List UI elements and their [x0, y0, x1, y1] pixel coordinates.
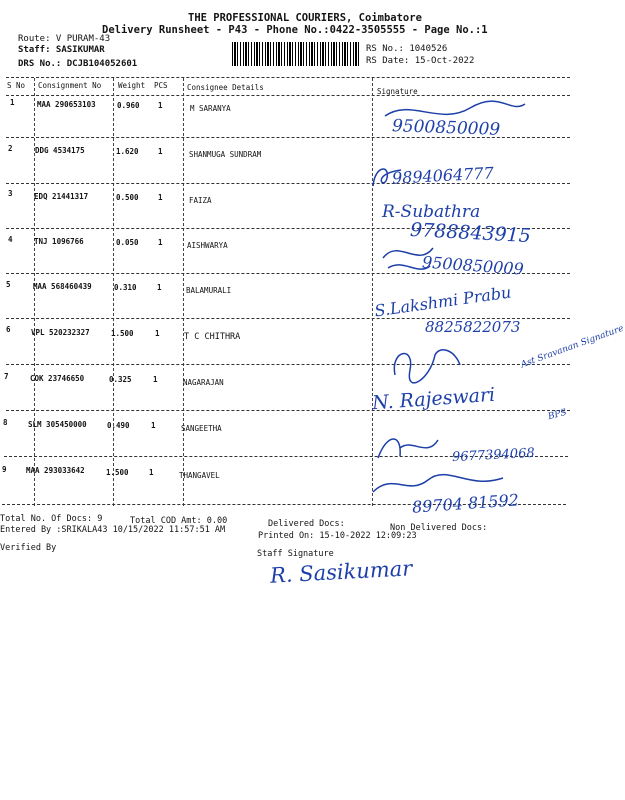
row-weight: 0.325	[109, 375, 132, 384]
row-weight: 1.500	[106, 468, 129, 477]
drs-number: DRS No.: DCJB104052601	[18, 59, 138, 69]
printed-on: Printed On: 15-10-2022 12:09:23	[258, 531, 417, 541]
row-weight: 0.490	[107, 421, 130, 430]
row-rule	[6, 410, 570, 411]
col-consignee: Consignee Details	[187, 83, 264, 92]
stamp-bps: BPS	[547, 407, 568, 423]
row-pcs: 1	[157, 283, 162, 292]
col-divider	[34, 78, 35, 506]
row-rule	[6, 364, 570, 365]
row-consignee: T C CHITHRA	[184, 332, 241, 342]
row-weight: 0.050	[116, 238, 139, 247]
signature-7: 8825822073	[425, 318, 521, 336]
row-consignment: MAA 293033642	[26, 466, 85, 475]
row-pcs: 1	[158, 147, 163, 156]
col-weight: Weight	[118, 81, 146, 90]
signature-9: 9677394068	[451, 445, 536, 466]
signature-3: R-Subathra	[382, 202, 481, 222]
row-consignee: M SARANYA	[190, 104, 231, 113]
row-consignee: THANGAVEL	[179, 471, 220, 480]
stamp-signature: Ast Sravanan Signature	[519, 323, 625, 371]
signature-1: 9500850009	[391, 116, 501, 140]
row-consignment: COK 23746650	[30, 374, 85, 383]
staff-label: Staff: SASIKUMAR	[18, 45, 105, 55]
signature-8: N. Rajeswari	[371, 383, 496, 415]
route-label: Route: V PURAM-43	[18, 34, 111, 44]
col-pcs: PCS	[154, 81, 168, 90]
scribble-8	[372, 428, 442, 468]
company-title: THE PROFESSIONAL COURIERS, Coimbatore	[188, 12, 422, 24]
delivered-docs: Delivered Docs:	[268, 519, 345, 529]
row-weight: 1.500	[111, 329, 134, 338]
row-pcs: 1	[151, 421, 156, 430]
row-weight: 0.310	[114, 283, 137, 292]
row-consignment: EDQ 21441317	[34, 192, 89, 201]
row-pcs: 1	[149, 468, 154, 477]
signature-5: 9500850009	[421, 252, 525, 279]
barcode	[232, 42, 360, 66]
row-consignee: SHANMUGA SUNDRAM	[189, 150, 262, 159]
staff-signature-label: Staff Signature	[257, 549, 334, 559]
row-rule	[6, 183, 570, 184]
row-consignment: SLM 305450000	[28, 420, 87, 429]
row-pcs: 1	[158, 101, 163, 110]
scribble-1	[380, 96, 530, 126]
total-docs: Total No. Of Docs: 9	[0, 514, 103, 524]
signature-9b: 89704 81592	[411, 490, 520, 517]
row-weight: 0.500	[116, 193, 139, 202]
col-divider	[183, 78, 184, 506]
row-sno: 9	[2, 465, 7, 474]
row-consignment: MAA 568460439	[33, 282, 92, 291]
col-divider	[113, 78, 114, 506]
row-consignee: FAIZA	[189, 196, 212, 205]
row-sno: 1	[10, 98, 15, 107]
row-sno: 5	[6, 280, 11, 289]
row-pcs: 1	[153, 375, 158, 384]
row-sno: 8	[3, 418, 8, 427]
signature-4: 9788843915	[409, 218, 532, 248]
row-pcs: 1	[158, 238, 163, 247]
row-weight: 0.960	[117, 101, 140, 110]
rs-number: RS No.: 1040526	[366, 44, 448, 54]
staff-signature: R. Sasikumar	[269, 556, 413, 588]
runsheet-title: Delivery Runsheet - P43 - Phone No.:0422-3505555 - Page No.:1	[102, 24, 488, 36]
entered-by: Entered By :SRIKALA43 10/15/2022 11:57:51 AM	[0, 525, 226, 535]
signature-6: S.Lakshmi Prabu	[373, 282, 513, 321]
row-consignee: SANGEETHA	[181, 424, 222, 433]
row-sno: 7	[4, 372, 9, 381]
row-consignee: AISHWARYA	[187, 241, 228, 250]
row-consignee: BALAMURALI	[186, 286, 232, 295]
signature-2: 9894064777	[391, 163, 495, 188]
total-cod: Total COD Amt: 0.00	[130, 516, 228, 526]
row-consignment: TNJ 1096766	[34, 237, 84, 246]
row-sno: 4	[8, 235, 13, 244]
row-sno: 2	[8, 144, 13, 153]
rs-date: RS Date: 15-Oct-2022	[366, 56, 475, 66]
non-delivered-docs: Non Delivered Docs:	[390, 523, 488, 533]
col-sno: S No	[7, 81, 26, 90]
scribble-2	[365, 160, 405, 190]
verified-by: Verified By	[0, 543, 57, 553]
row-sno: 3	[8, 189, 13, 198]
row-pcs: 1	[155, 329, 160, 338]
row-consignment: MAA 290653103	[37, 100, 96, 109]
row-consignee: NAGARAJAN	[183, 378, 224, 387]
scribble-6	[385, 340, 465, 385]
row-pcs: 1	[158, 193, 163, 202]
row-weight: 1.620	[116, 147, 139, 156]
row-consignment: DDG 4534175	[35, 146, 85, 155]
table-top-rule	[6, 77, 570, 78]
row-consignment: VPL 520232327	[31, 328, 90, 337]
col-signature: Signature	[377, 87, 418, 96]
row-sno: 6	[6, 325, 11, 334]
col-consignment: Consignment No	[38, 81, 102, 90]
